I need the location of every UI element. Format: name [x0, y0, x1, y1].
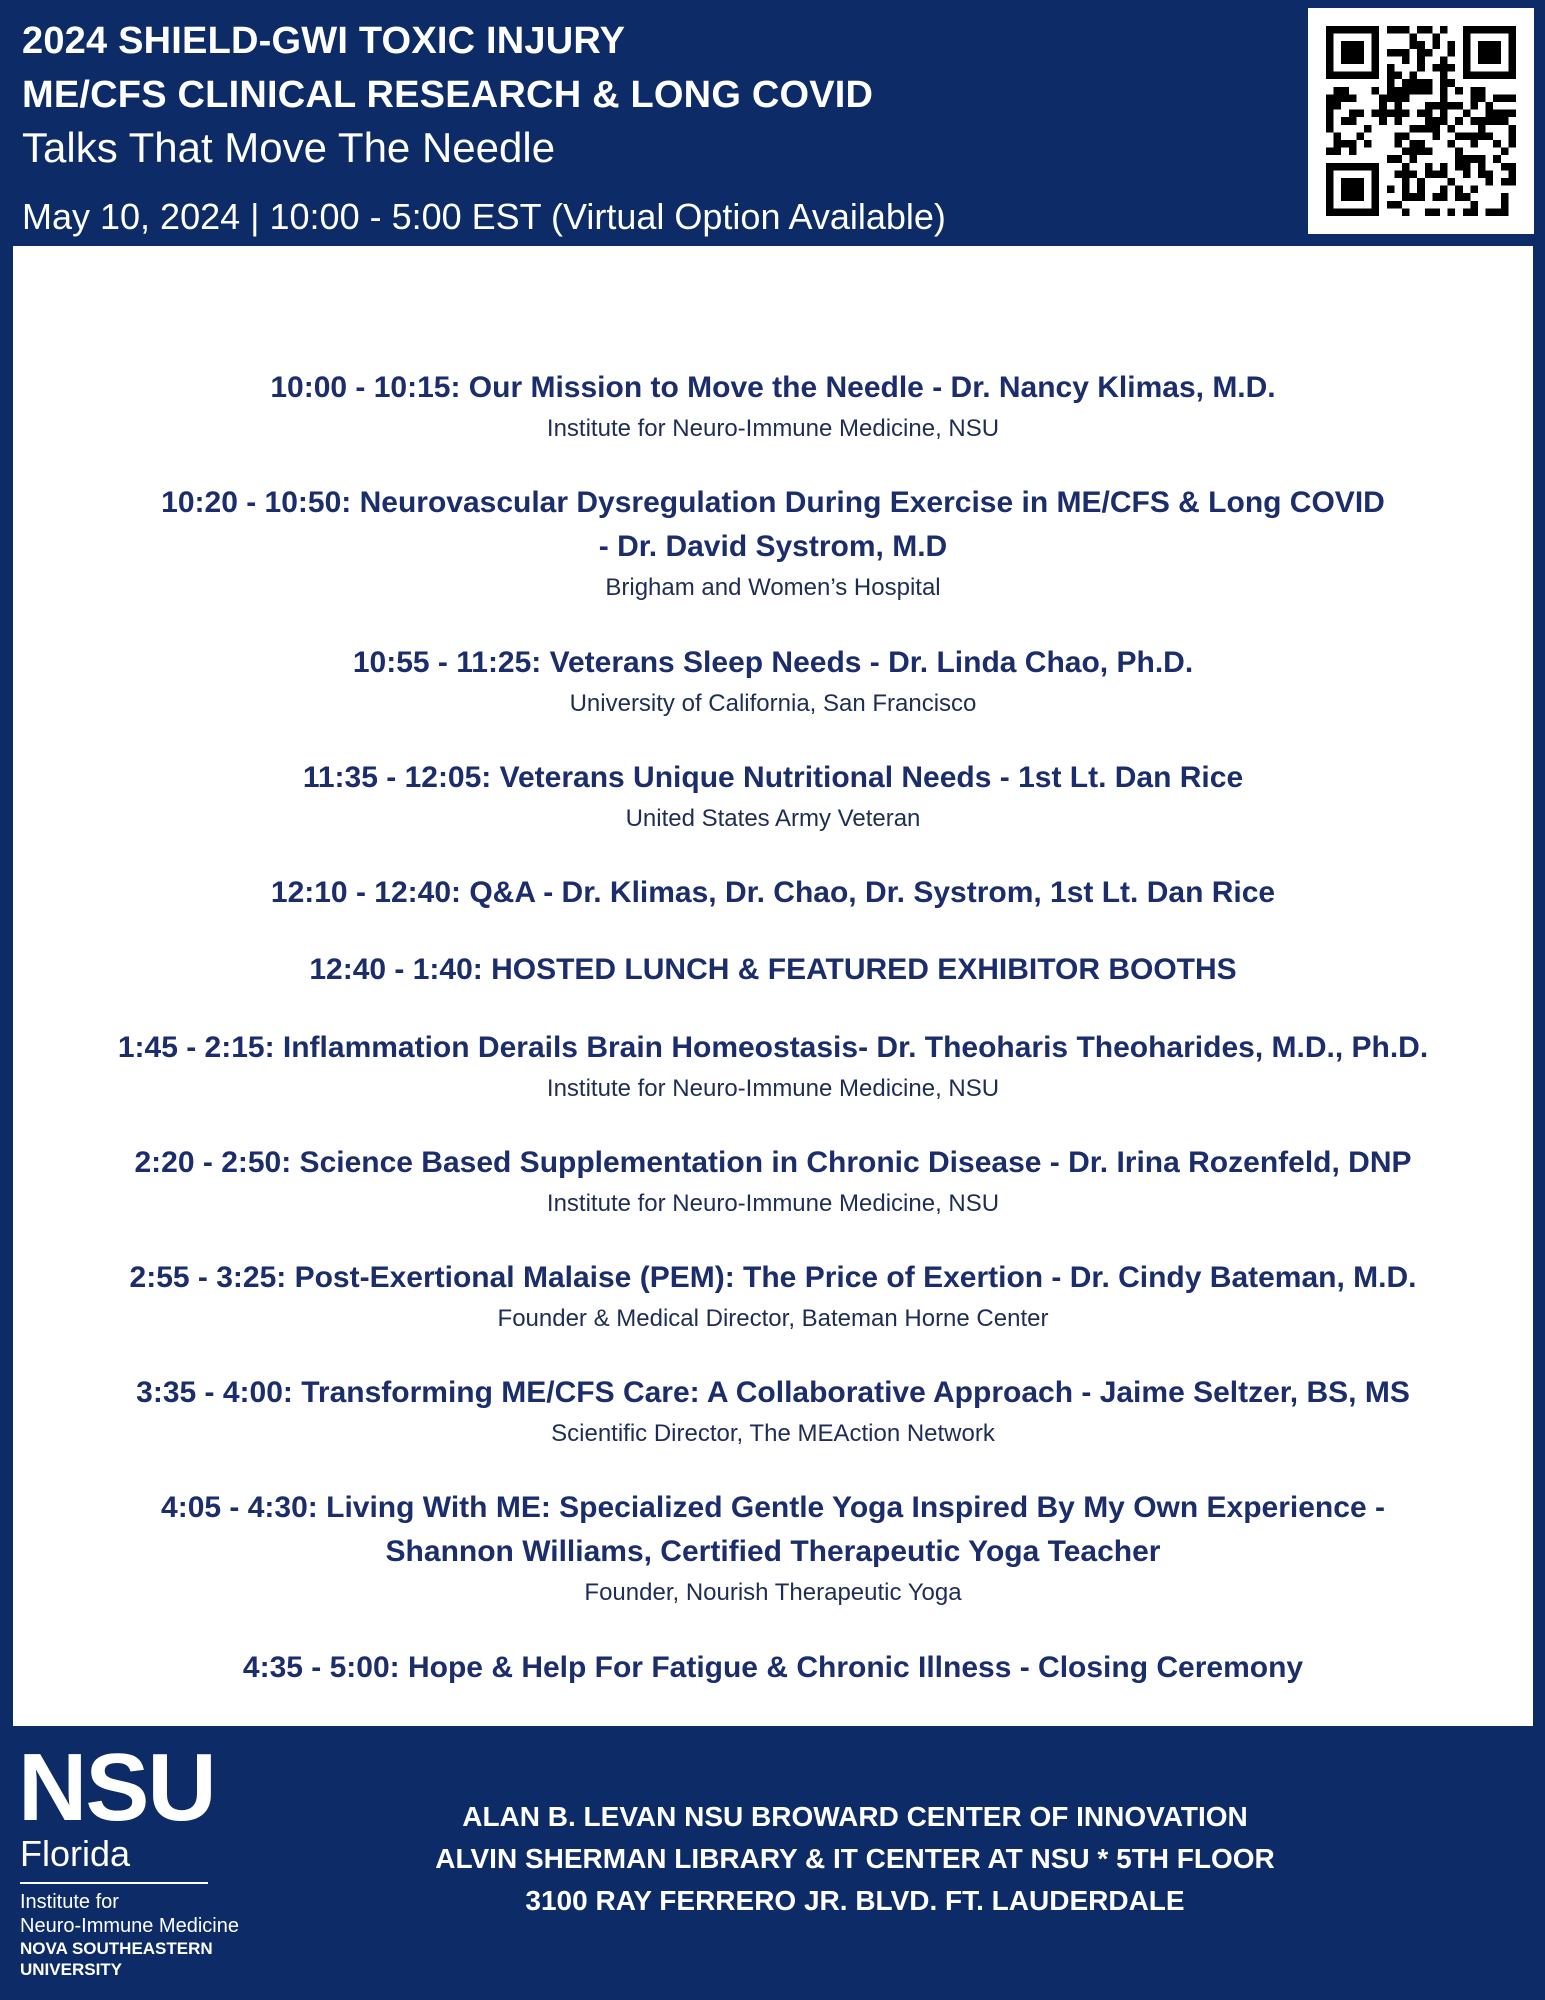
session-title: 12:10 - 12:40: Q&A - Dr. Klimas, Dr. Chao, Dr. Systrom, 1st Lt. Dan Rice — [270, 876, 1276, 909]
session-affiliation: Institute for Neuro-Immune Medicine, NSU — [546, 1190, 1000, 1217]
event-title-line-1: 2024 SHIELD-GWI TOXIC INJURY — [22, 20, 626, 62]
session-item — [13, 366, 1533, 444]
header-banner — [0, 0, 1545, 246]
session-title: 11:35 - 12:05: Veterans Unique Nutritional Needs - 1st Lt. Dan Rice — [302, 761, 1244, 794]
session-item — [13, 871, 1533, 915]
event-date-line: May 10, 2024 | 10:00 - 5:00 EST (Virtual Option Available) — [22, 196, 946, 237]
session-affiliation: Founder, Nourish Therapeutic Yoga — [584, 1579, 962, 1606]
venue-line-3: 3100 RAY FERRERO JR. BLVD. FT. LAUDERDALE — [525, 1885, 1185, 1916]
session-item — [13, 1486, 1533, 1608]
session-item — [13, 481, 1533, 603]
session-item — [13, 948, 1533, 992]
session-title: 1:45 - 2:15: Inflammation Derails Brain Homeostasis- Dr. Theoharis Theoharides, M.D., Ph.D. — [117, 1031, 1429, 1064]
session-title: 2:55 - 3:25: Post-Exertional Malaise (PEM): The Price of Exertion - Dr. Cindy Bateman, M.D. — [129, 1261, 1417, 1294]
session-affiliation: University of California, San Francisco — [569, 690, 977, 717]
session-item — [13, 1026, 1533, 1104]
session-title: 3:35 - 4:00: Transforming ME/CFS Care: A Collaborative Approach - Jaime Seltzer, BS, MS — [136, 1376, 1410, 1409]
session-affiliation: Brigham and Women’s Hospital — [605, 574, 941, 601]
nsu-logo-florida: Florida — [20, 1833, 131, 1874]
session-title-continued: - Dr. David Systrom, M.D — [598, 530, 948, 563]
nsu-logo: NSU — [18, 1734, 215, 1841]
session-affiliation: Scientific Director, The MEAction Network — [551, 1420, 995, 1447]
institute-name — [20, 1890, 239, 1938]
session-affiliation: Institute for Neuro-Immune Medicine, NSU — [546, 1075, 1000, 1102]
session-title: 10:00 - 10:15: Our Mission to Move the Needle - Dr. Nancy Klimas, M.D. — [270, 371, 1276, 404]
session-title: 4:35 - 5:00: Hope & Help For Fatigue & Chronic Illness - Closing Ceremony — [242, 1651, 1304, 1684]
venue-line-1: ALAN B. LEVAN NSU BROWARD CENTER OF INNOVATION — [462, 1801, 1248, 1832]
session-item — [13, 1141, 1533, 1219]
session-title: 12:40 - 1:40: HOSTED LUNCH & FEATURED EXHIBITOR BOOTHS — [309, 953, 1237, 986]
session-item — [13, 1371, 1533, 1449]
session-affiliation: Institute for Neuro-Immune Medicine, NSU — [546, 415, 1000, 442]
session-title: 10:55 - 11:25: Veterans Sleep Needs - Dr. Linda Chao, Ph.D. — [352, 646, 1194, 679]
university-name-line-2: UNIVERSITY — [20, 1960, 123, 1979]
logo-divider — [20, 1882, 208, 1884]
session-affiliation: United States Army Veteran — [625, 805, 921, 832]
session-affiliation: Founder & Medical Director, Bateman Horne Center — [497, 1305, 1049, 1332]
session-item — [13, 756, 1533, 834]
agenda-panel — [13, 246, 1533, 1726]
event-title-line-2: ME/CFS CLINICAL RESEARCH & LONG COVID — [22, 74, 874, 116]
qr-code[interactable] — [1308, 8, 1534, 234]
footer-banner — [0, 1726, 1545, 2000]
institute-name-line-2: Neuro-Immune Medicine — [20, 1915, 239, 1937]
venue-line-2: ALVIN SHERMAN LIBRARY & IT CENTER AT NSU * 5TH FLOOR — [435, 1843, 1275, 1874]
event-tagline: Talks That Move The Needle — [22, 124, 556, 171]
institute-name-line-1: Institute for — [20, 1891, 119, 1913]
qr-code-icon — [1326, 26, 1516, 216]
university-name — [20, 1938, 213, 1980]
session-title-continued: Shannon Williams, Certified Therapeutic Yoga Teacher — [385, 1535, 1161, 1568]
session-item — [13, 1256, 1533, 1334]
venue-address — [330, 1796, 1380, 1922]
session-title: 2:20 - 2:50: Science Based Supplementation in Chronic Disease - Dr. Irina Rozenfeld, DNP — [134, 1146, 1412, 1179]
session-item — [13, 1646, 1533, 1690]
session-title: 4:05 - 4:30: Living With ME: Specialized Gentle Yoga Inspired By My Own Experience - — [161, 1491, 1385, 1524]
session-item — [13, 641, 1533, 719]
session-title: 10:20 - 10:50: Neurovascular Dysregulation During Exercise in ME/CFS & Long COVID — [161, 486, 1385, 519]
university-name-line-1: NOVA SOUTHEASTERN — [20, 1939, 213, 1958]
